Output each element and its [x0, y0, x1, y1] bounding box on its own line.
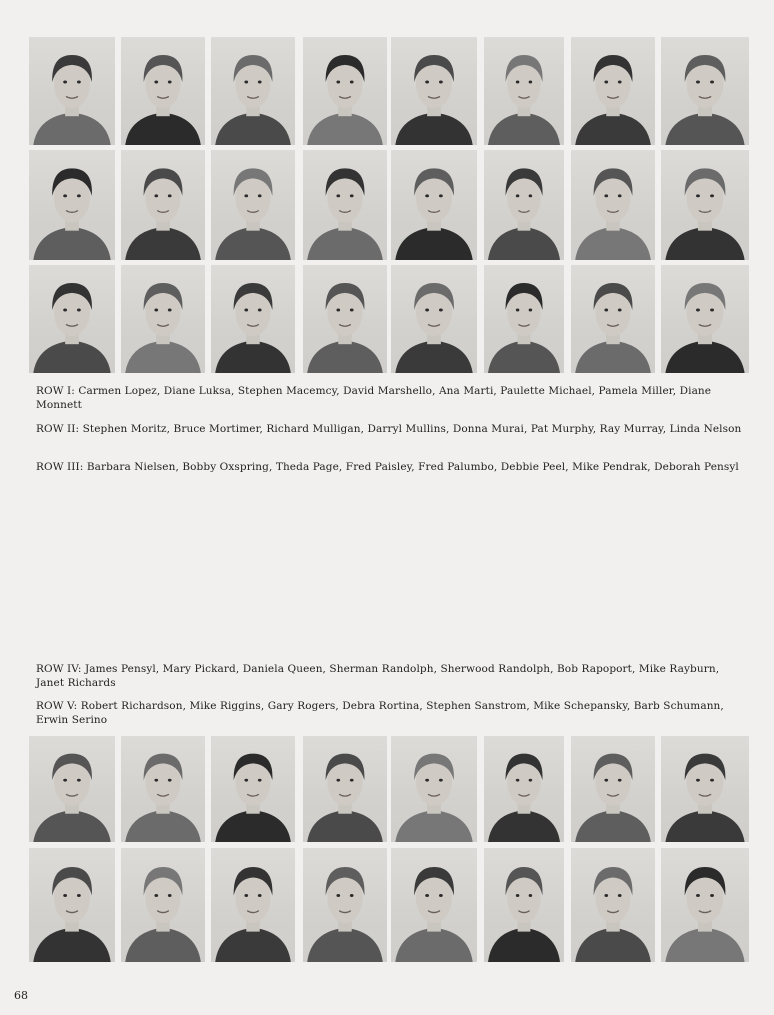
caption-row-1: ROW I: Carmen Lopez, Diane Luksa, Stephen Macemcy, David Marshello, Ana Marti, Paulette Michael, Pamela Miller, Diane Monnett: [36, 385, 712, 411]
portrait-photo: [29, 37, 115, 145]
portrait-photo: [391, 848, 477, 962]
page-number: 68: [14, 989, 28, 1002]
portrait-photo: [661, 848, 749, 962]
portrait-photo: [29, 736, 115, 842]
portrait-photo: [303, 150, 387, 260]
portrait-photo: [484, 848, 564, 962]
portrait-photo: [303, 265, 387, 373]
portrait-photo: [391, 265, 477, 373]
portrait-photo: [391, 150, 477, 260]
portrait-photo: [211, 265, 295, 373]
portrait-photo: [121, 265, 205, 373]
portrait-photo: [211, 848, 295, 962]
caption-row-3: ROW III: Barbara Nielsen, Bobby Oxspring, Theda Page, Fred Paisley, Fred Palumbo, Debbie Peel, Mike Pendrak, Deborah Pensyl: [36, 461, 739, 473]
portrait-photo: [211, 150, 295, 260]
portrait-photo: [121, 150, 205, 260]
portrait-photo: [303, 736, 387, 842]
caption-row-2: ROW II: Stephen Moritz, Bruce Mortimer, Richard Mulligan, Darryl Mullins, Donna Murai, Pat Murphy, Ray Murray, Linda Nelson: [36, 423, 742, 435]
portrait-photo: [29, 848, 115, 962]
portrait-photo: [571, 37, 655, 145]
portrait-photo: [211, 736, 295, 842]
portrait-photo: [571, 736, 655, 842]
portrait-photo: [661, 265, 749, 373]
portrait-photo: [661, 37, 749, 145]
portrait-photo: [571, 848, 655, 962]
portrait-photo: [391, 736, 477, 842]
portrait-photo: [661, 736, 749, 842]
caption-row-4: ROW IV: James Pensyl, Mary Pickard, Daniela Queen, Sherman Randolph, Sherwood Randolph, Bob Rapoport, Mike Rayburn, Janet Richards: [36, 663, 720, 689]
portrait-photo: [121, 37, 205, 145]
portrait-photo: [211, 37, 295, 145]
portrait-photo: [484, 265, 564, 373]
portrait-photo: [121, 848, 205, 962]
caption-row-5: ROW V: Robert Richardson, Mike Riggins, Gary Rogers, Debra Rortina, Stephen Sanstrom, Mike Schepansky, Barb Schumann, Erwin Serino: [36, 700, 724, 726]
portrait-photo: [121, 736, 205, 842]
portrait-photo: [391, 37, 477, 145]
portrait-photo: [29, 265, 115, 373]
portrait-photo: [303, 37, 387, 145]
portrait-photo: [661, 150, 749, 260]
portrait-photo: [484, 150, 564, 260]
portrait-photo: [29, 150, 115, 260]
portrait-photo: [484, 736, 564, 842]
portrait-photo: [484, 37, 564, 145]
portrait-photo: [571, 150, 655, 260]
portrait-photo: [571, 265, 655, 373]
portrait-photo: [303, 848, 387, 962]
